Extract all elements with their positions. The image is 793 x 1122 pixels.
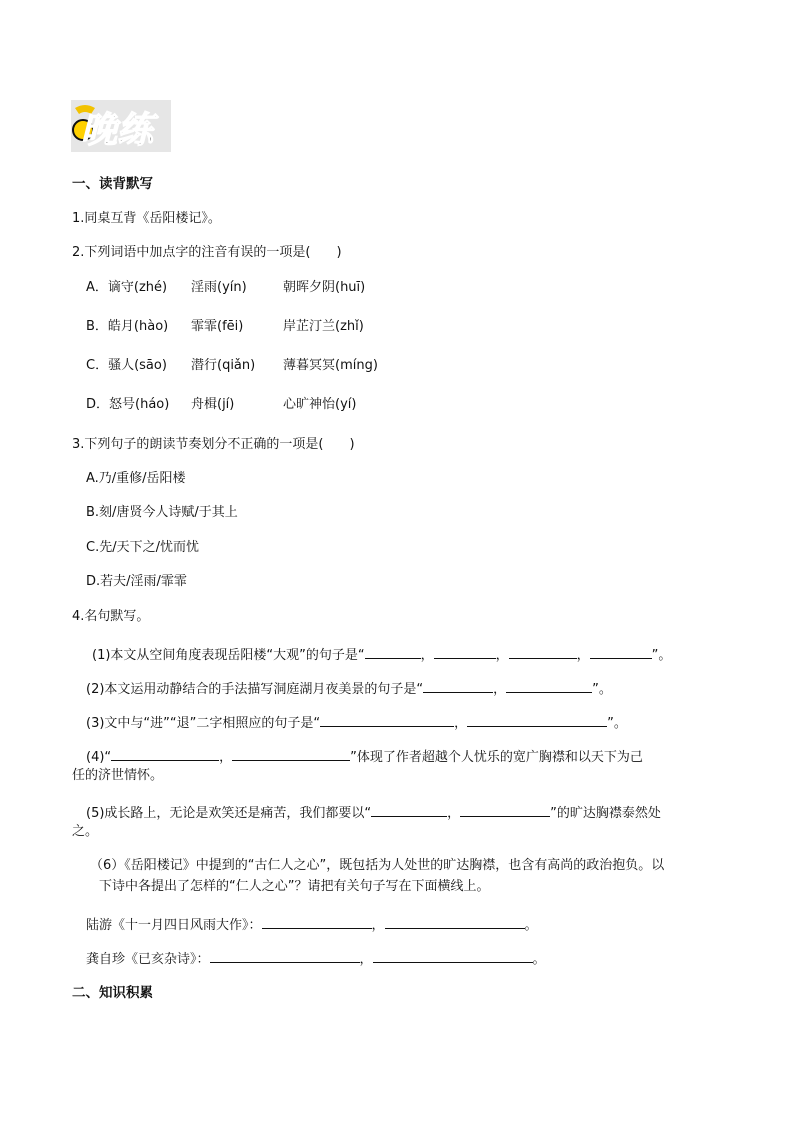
q4-s2-blank-2[interactable] bbox=[506, 678, 592, 693]
q3-option-d[interactable]: D.若夫/淫雨/霏霏 bbox=[86, 574, 187, 589]
q4-s4-text: (4)“ bbox=[86, 750, 112, 765]
q4-sub-4-line2: 任的济世情怀。 bbox=[72, 768, 164, 783]
lu-you-label: 陆游《十一月四日风雨大作》： bbox=[86, 918, 262, 933]
comma: ， bbox=[219, 750, 233, 765]
q4-gong-zizhen bbox=[86, 948, 546, 969]
q2-a-1: A．谪守(zhé) bbox=[86, 280, 168, 295]
q2-c-1: C．骚人(sāo) bbox=[86, 358, 167, 373]
comma: ， bbox=[493, 682, 507, 697]
logo-text: 晚练 bbox=[81, 110, 154, 151]
q4-s1-blank-4[interactable] bbox=[590, 644, 652, 659]
q2-c-2: 潜行(qiǎn) bbox=[191, 358, 256, 373]
q2-b-2: 霏霏(fēi) bbox=[191, 319, 244, 334]
q4-s3-blank-1[interactable] bbox=[320, 712, 454, 727]
q2-d-2: 舟楫(jí) bbox=[191, 397, 235, 412]
q2-option-b[interactable] bbox=[86, 318, 364, 336]
q4-s5-text-2: ”的旷达胸襟泰然处 bbox=[550, 806, 661, 821]
q3-option-a[interactable]: A.乃/重修/岳阳楼 bbox=[86, 471, 186, 486]
q4-s1-text: (1)本文从空间角度表现岳阳楼“大观”的句子是“ bbox=[92, 648, 365, 663]
comma: ， bbox=[495, 648, 509, 663]
section2-title: 二、知识积累 bbox=[72, 985, 153, 1001]
gong-zizhen-label: 龚自珍《已亥杂诗》： bbox=[86, 952, 210, 967]
evening-practice-logo bbox=[71, 100, 171, 152]
q3-option-c[interactable]: C.先/天下之/忧而忧 bbox=[86, 540, 199, 555]
q4-s3-end: ”。 bbox=[607, 716, 627, 731]
q4-sub-4 bbox=[86, 746, 643, 767]
q4-sub-6-line1: （6）《岳阳楼记》中提到的“古仁人之心”，既包括为人处世的旷达胸襟，也含有高尚的政治抱负。以 bbox=[90, 858, 665, 873]
q2-option-d[interactable] bbox=[86, 396, 356, 414]
q2-d-3: 心旷神怡(yí) bbox=[283, 397, 357, 412]
q4-s2-end: ”。 bbox=[592, 682, 612, 697]
question-2-stem: 2.下列词语中加点字的注音有误的一项是( ) bbox=[72, 245, 342, 260]
q4-s1-blank-3[interactable] bbox=[509, 644, 577, 659]
comma: ， bbox=[454, 716, 468, 731]
section1-title: 一、读背默写 bbox=[72, 176, 153, 192]
q4-sub-3 bbox=[86, 712, 627, 733]
q2-option-c[interactable] bbox=[86, 357, 378, 375]
q4-s1-blank-2[interactable] bbox=[434, 644, 496, 659]
q4-sub-5 bbox=[86, 802, 661, 823]
comma: ， bbox=[447, 806, 461, 821]
lu-you-blank-2[interactable] bbox=[385, 914, 525, 929]
q2-b-3: 岸芷汀兰(zhǐ) bbox=[283, 319, 364, 334]
q2-a-2: 淫雨(yín) bbox=[191, 280, 247, 295]
comma: ， bbox=[359, 952, 373, 967]
q4-sub-5-line2: 之。 bbox=[72, 824, 99, 839]
q4-s3-text: (3)文中与“进”“退”二字相照应的句子是“ bbox=[86, 716, 321, 731]
q4-sub-6-line2: 下诗中各提出了怎样的“仁人之心”？请把有关句子写在下面横线上。 bbox=[99, 879, 490, 894]
q4-s2-blank-1[interactable] bbox=[423, 678, 493, 693]
q4-s4-blank-1[interactable] bbox=[111, 746, 219, 761]
q4-s1-end: ”。 bbox=[651, 648, 672, 663]
period: 。 bbox=[524, 918, 538, 933]
q4-s5-blank-1[interactable] bbox=[371, 802, 447, 817]
q2-c-3: 薄暮冥冥(míng) bbox=[283, 358, 378, 373]
question-3-stem: 3.下列句子的朗读节奏划分不正确的一项是( ) bbox=[72, 437, 355, 452]
comma: ， bbox=[576, 648, 590, 663]
q4-sub-2 bbox=[86, 678, 612, 699]
comma: ， bbox=[420, 648, 434, 663]
q4-s5-text: (5)成长路上，无论是欢笑还是痛苦，我们都要以“ bbox=[86, 806, 372, 821]
question-1: 1.同桌互背《岳阳楼记》。 bbox=[72, 211, 221, 226]
q2-a-3: 朝晖夕阴(huī) bbox=[283, 280, 366, 295]
gong-blank-1[interactable] bbox=[210, 948, 360, 963]
q4-lu-you bbox=[86, 914, 538, 935]
q4-sub-1 bbox=[92, 644, 671, 665]
gong-blank-2[interactable] bbox=[373, 948, 533, 963]
q4-s4-text-2: ”体现了作者超越个人忧乐的宽广胸襟和以天下为己 bbox=[350, 750, 643, 765]
q4-s2-text: (2)本文运用动静结合的手法描写洞庭湖月夜美景的句子是“ bbox=[86, 682, 424, 697]
q4-s3-blank-2[interactable] bbox=[467, 712, 607, 727]
q4-s5-blank-2[interactable] bbox=[460, 802, 550, 817]
q2-option-a[interactable] bbox=[86, 279, 365, 297]
q2-b-1: B．皓月(hào) bbox=[86, 319, 169, 334]
lu-you-blank-1[interactable] bbox=[262, 914, 372, 929]
q4-s4-blank-2[interactable] bbox=[232, 746, 350, 761]
question-4-stem: 4.名句默写。 bbox=[72, 609, 150, 624]
period: 。 bbox=[532, 952, 546, 967]
q2-d-1: D．怒号(háo) bbox=[86, 397, 170, 412]
q4-s1-blank-1[interactable] bbox=[365, 644, 421, 659]
q3-option-b[interactable]: B.刻/唐贤今人诗赋/于其上 bbox=[86, 505, 238, 520]
comma: ， bbox=[371, 918, 385, 933]
